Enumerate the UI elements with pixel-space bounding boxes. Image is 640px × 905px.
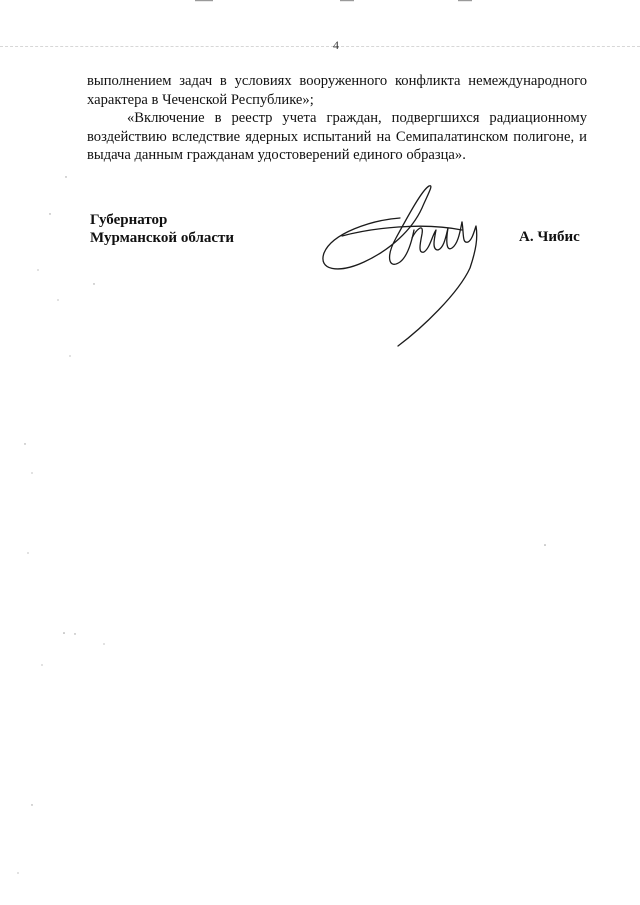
signer-name: А. Чибис [519, 229, 580, 245]
signer-title [90, 211, 234, 247]
signer-title-line: Губернатор [90, 212, 168, 228]
body-paragraph: выполнением задач в условиях вооруженного конфликта немеждународного характера в Чеченской Республике»; [87, 73, 587, 108]
handwritten-signature [312, 178, 512, 348]
document-body [87, 72, 587, 165]
page-number: 4 [333, 38, 339, 52]
signer-title-line: Мурманской области [90, 230, 235, 246]
body-paragraph: «Включение в реестр учета граждан, подвергшихся радиационному воздействию вследствие ядерных испытаний на Семипалатинском полигоне, и выдача данным гражданам удостоверений единого образца». [87, 110, 587, 163]
